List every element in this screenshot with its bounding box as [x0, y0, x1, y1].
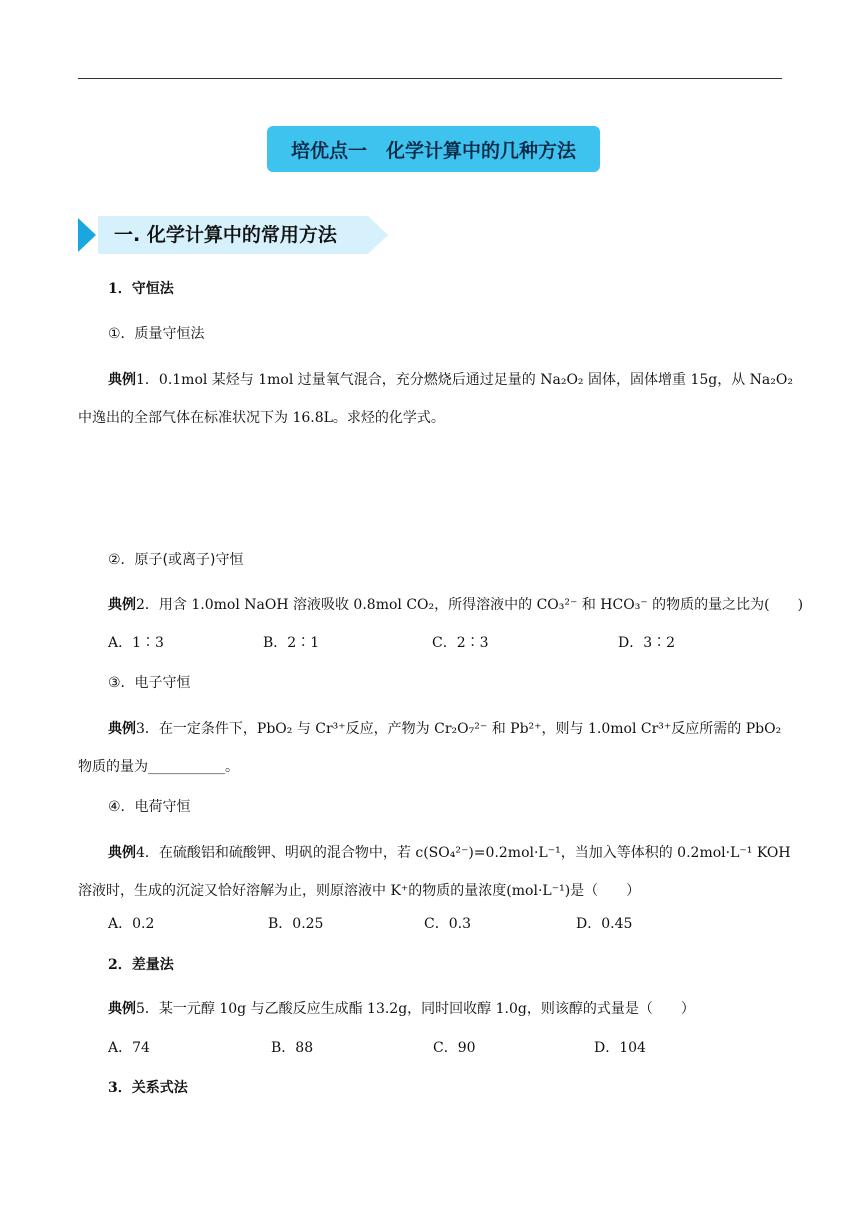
example-2-text: 2．用含 1.0mol NaOH 溶液吸收 0.8mol CO₂，所得溶液中的 CO₃²⁻ 和 HCO₃⁻ 的物质的量之比为( )	[136, 597, 804, 613]
example-1-line-1	[108, 370, 793, 390]
example-1-line-2: 中逸出的全部气体在标准状况下为 16.8L。求烃的化学式。	[78, 410, 445, 426]
subheading-electron-conservation: ③．电子守恒	[108, 675, 191, 691]
option-d: D．0.45	[576, 916, 633, 932]
heading-conservation: 1．守恒法	[108, 281, 174, 297]
example-tag: 典例	[108, 1001, 136, 1017]
option-b: B．0.25	[268, 916, 324, 932]
example-tag: 典例	[108, 372, 136, 388]
example-3-line-2: 物质的量为___________。	[78, 759, 239, 775]
example-3-line-1	[108, 719, 781, 739]
option-b: B．88	[271, 1040, 314, 1056]
option-a: A．1∶3	[108, 635, 164, 651]
example-4-line-2: 溶液时，生成的沉淀又恰好溶解为止，则原溶液中 K⁺的物质的量浓度(mol·L⁻¹)是（ ）	[78, 883, 641, 899]
example-3-text: 3．在一定条件下，PbO₂ 与 Cr³⁺反应，产物为 Cr₂O₇²⁻ 和 Pb²⁺，则与 1.0mol Cr³⁺反应所需的 PbO₂	[136, 721, 782, 737]
example-2-line-1	[108, 595, 803, 615]
example-tag: 典例	[108, 597, 136, 613]
option-a: A．0.2	[108, 916, 155, 932]
option-b: B．2∶1	[263, 635, 320, 651]
subheading-atom-conservation: ②．原子(或离子)守恒	[108, 552, 244, 568]
subheading-mass-conservation: ①．质量守恒法	[108, 326, 205, 342]
heading-relation-method: 3．关系式法	[108, 1080, 188, 1096]
option-c: C．2∶3	[432, 635, 489, 651]
option-c: C．90	[433, 1040, 476, 1056]
option-c: C．0.3	[424, 916, 471, 932]
subheading-charge-conservation: ④．电荷守恒	[108, 799, 191, 815]
header-rule	[78, 78, 782, 79]
example-tag: 典例	[108, 721, 136, 737]
option-a: A．74	[108, 1040, 150, 1056]
section-banner	[78, 216, 388, 254]
example-5-text: 5．某一元醇 10g 与乙酸反应生成酯 13.2g，同时回收醇 1.0g，则该醇的式量是（ ）	[136, 1001, 695, 1017]
example-5-line-1	[108, 999, 695, 1019]
example-1-text: 1．0.1mol 某烃与 1mol 过量氧气混合，充分燃烧后通过足量的 Na₂O₂ 固体，固体增重 15g，从 Na₂O₂	[136, 372, 793, 388]
option-d: D．3∶2	[618, 635, 676, 651]
section-title: 一. 化学计算中的常用方法	[114, 224, 337, 246]
example-4-text: 4．在硫酸铝和硫酸钾、明矾的混合物中，若 c(SO₄²⁻)=0.2mol·L⁻¹，当加入等体积的 0.2mol·L⁻¹ KOH	[136, 845, 791, 861]
example-tag: 典例	[108, 845, 136, 861]
option-d: D．104	[594, 1040, 646, 1056]
example-4-line-1	[108, 843, 791, 863]
page-title: 培优点一 化学计算中的几种方法	[267, 126, 600, 172]
heading-difference-method: 2．差量法	[108, 957, 174, 973]
